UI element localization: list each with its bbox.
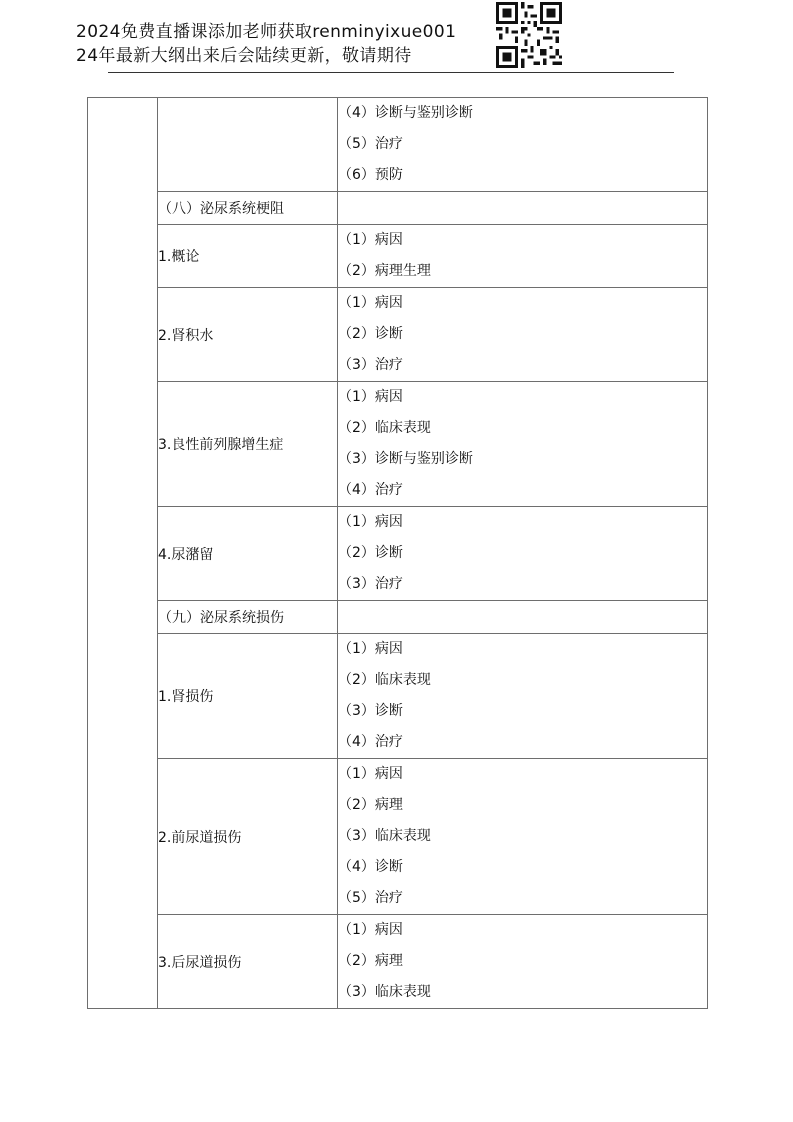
subtopics-cell — [338, 225, 708, 288]
subtopic-item: （3）临床表现 — [338, 984, 431, 1000]
subtopic-item: （1）病因 — [338, 389, 403, 405]
subtopic-item: （1）病因 — [338, 922, 403, 938]
subtopic-item: （1）病因 — [338, 232, 403, 248]
table-row — [88, 634, 708, 759]
subtopic-item: （1）病因 — [338, 514, 403, 530]
topic-cell: 4.尿潴留 — [158, 507, 338, 601]
syllabus-table-body — [88, 98, 708, 1009]
table-row — [88, 192, 708, 225]
topic-cell — [158, 98, 338, 192]
table-row — [88, 507, 708, 601]
subtopic-item: （5）治疗 — [338, 136, 403, 152]
subtopic-item: （6）预防 — [338, 167, 403, 183]
subtopic-item: （5）治疗 — [338, 890, 403, 906]
header-divider — [108, 72, 674, 73]
topic-cell: 2.前尿道损伤 — [158, 759, 338, 915]
subtopic-item: （2）病理生理 — [338, 263, 431, 279]
table-row — [88, 915, 708, 1009]
subtopic-item: （4）诊断 — [338, 859, 403, 875]
subtopic-item: （2）病理 — [338, 797, 403, 813]
table-row — [88, 225, 708, 288]
subtopic-item: （4）治疗 — [338, 734, 403, 750]
topic-cell: 2.肾积水 — [158, 288, 338, 382]
table-row — [88, 759, 708, 915]
subtopic-item: （2）诊断 — [338, 326, 403, 342]
section-heading-cell: （八）泌尿系统梗阻 — [158, 192, 338, 225]
subtopics-cell — [338, 98, 708, 192]
page-header — [76, 20, 496, 68]
topic-cell: 3.良性前列腺增生症 — [158, 382, 338, 507]
table-row — [88, 601, 708, 634]
syllabus-table — [87, 97, 708, 1009]
table-row — [88, 288, 708, 382]
subtopics-cell — [338, 382, 708, 507]
subtopic-item: （3）诊断 — [338, 703, 403, 719]
header-line-2: 24年最新大纲出来后会陆续更新，敬请期待 — [76, 46, 412, 66]
topic-cell: 1.概论 — [158, 225, 338, 288]
topic-cell: 1.肾损伤 — [158, 634, 338, 759]
table-row — [88, 382, 708, 507]
subtopic-item: （2）诊断 — [338, 545, 403, 561]
subtopic-item: （2）病理 — [338, 953, 403, 969]
subtopics-cell — [338, 915, 708, 1009]
subtopic-item: （3）诊断与鉴别诊断 — [338, 451, 473, 467]
subtopic-item: （3）治疗 — [338, 576, 403, 592]
category-column-cell — [88, 98, 158, 1009]
subtopic-item: （2）临床表现 — [338, 420, 431, 436]
table-row — [88, 98, 708, 192]
subtopics-cell — [338, 192, 708, 225]
subtopic-item: （4）治疗 — [338, 482, 403, 498]
subtopic-item: （2）临床表现 — [338, 672, 431, 688]
subtopics-cell — [338, 288, 708, 382]
section-heading-cell: （九）泌尿系统损伤 — [158, 601, 338, 634]
subtopic-item: （3）治疗 — [338, 357, 403, 373]
subtopic-item: （1）病因 — [338, 641, 403, 657]
subtopics-cell — [338, 507, 708, 601]
subtopic-item: （4）诊断与鉴别诊断 — [338, 105, 473, 121]
subtopic-item: （3）临床表现 — [338, 828, 431, 844]
topic-cell: 3.后尿道损伤 — [158, 915, 338, 1009]
subtopics-cell — [338, 759, 708, 915]
subtopics-cell — [338, 601, 708, 634]
subtopic-item: （1）病因 — [338, 295, 403, 311]
subtopic-item: （1）病因 — [338, 766, 403, 782]
qr-code-icon — [494, 2, 564, 68]
subtopics-cell — [338, 634, 708, 759]
header-line-1: 2024免费直播课添加老师获取renminyixue001 — [76, 22, 457, 42]
